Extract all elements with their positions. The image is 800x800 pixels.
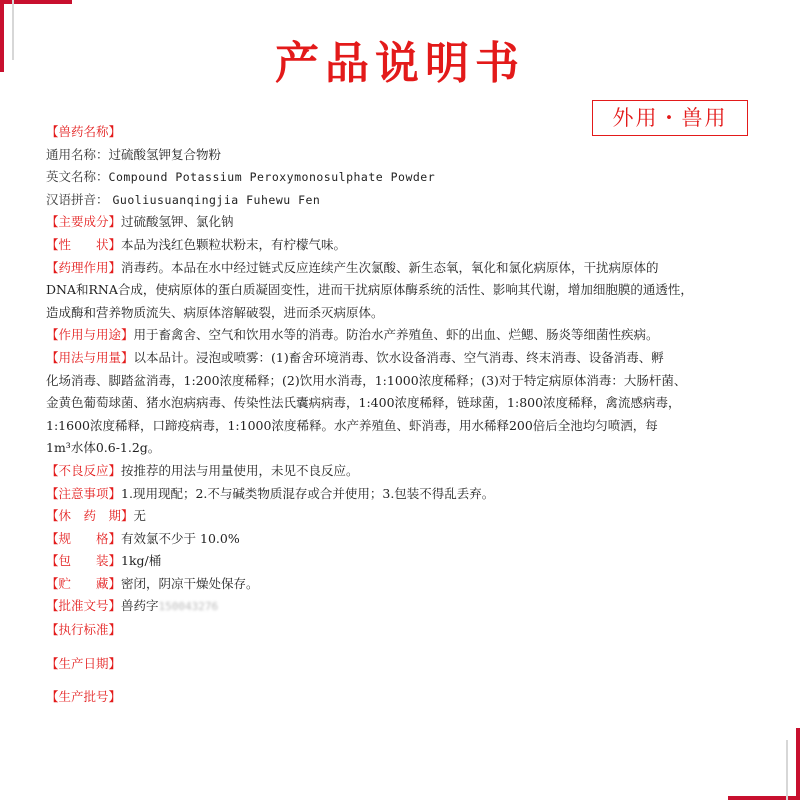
instructions-body	[46, 121, 776, 709]
pinyin-label: 汉语拼音：	[46, 191, 109, 207]
adverse-value: 按推荐的用法与用量使用，未见不良反应。	[121, 462, 359, 478]
english-name-value: Compound Potassium Peroxymonosulphate Powder	[108, 170, 436, 185]
usage-stamp: 外用・兽用	[592, 100, 748, 136]
package-row	[46, 550, 776, 573]
package-label: 【包 装】	[46, 553, 122, 569]
ingredients-label: 【主要成分】	[46, 214, 122, 230]
package-value: 1kg/桶	[121, 553, 162, 569]
production-date-row	[46, 653, 776, 676]
pinyin-row	[46, 189, 776, 212]
indications-label: 【作用与用途】	[46, 327, 134, 343]
corner-bar-bottom-right	[728, 796, 800, 800]
pharmacology-label: 【药理作用】	[46, 259, 122, 275]
pharmacology-row-3	[46, 302, 776, 325]
batch-number-row	[46, 686, 776, 709]
page-title: 产品说明书	[275, 38, 525, 89]
dosage-line: 化场消毒、脚踏盆消毒，1:200浓度稀释；(2)饮用水消毒，1:1000浓度稀释；(3)对于特定病原体消毒：大肠杆菌、	[46, 372, 687, 388]
dosage-line: 1m³水体0.6-1.2g。	[46, 440, 161, 456]
storage-row	[46, 573, 776, 596]
dosage-row-2	[46, 370, 776, 393]
english-name-row	[46, 166, 776, 189]
pharmacology-line: 消毒药。本品在水中经过链式反应连续产生次氯酸、新生态氧，氧化和氯化病原体，干扰病原体的	[121, 259, 659, 275]
generic-name-label: 通用名称：	[46, 146, 109, 162]
dosage-row-3	[46, 392, 776, 415]
storage-label: 【贮 藏】	[46, 575, 122, 591]
drug-name-heading	[46, 121, 776, 144]
dosage-line: 以本品计。浸泡或喷雾：(1)畜舍环境消毒、饮水设备消毒、空气消毒、终末消毒、设备消毒、孵	[133, 349, 664, 365]
pharmacology-line: 造成酶和营养物质流失、病原体溶解破裂，进而杀灭病原体。	[46, 304, 384, 320]
standard-label: 【执行标准】	[46, 622, 122, 638]
ingredients-row	[46, 211, 776, 234]
dosage-row-4	[46, 415, 776, 438]
pinyin-value: Guoliusuanqingjia Fuhewu Fen	[112, 192, 321, 207]
precautions-value: 1.现用现配；2.不与碱类物质混存或合并使用；3.包装不得乱丢弃。	[121, 485, 495, 501]
batch-number-label: 【生产批号】	[46, 689, 122, 705]
approval-value: 兽药字	[121, 598, 159, 614]
drug-name-label: 【兽药名称】	[46, 124, 122, 139]
english-name-label: 英文名称：	[46, 169, 109, 185]
precautions-row	[46, 483, 776, 506]
dosage-row-5	[46, 437, 776, 460]
specification-value: 有效氯不少于 10.0%	[121, 530, 240, 546]
dosage-row	[46, 347, 776, 370]
adverse-label: 【不良反应】	[46, 462, 122, 478]
precautions-label: 【注意事项】	[46, 485, 122, 501]
dosage-line: 1:1600浓度稀释，口蹄疫病毒，1:1000浓度稀释。水产养殖鱼、虾消毒，用水稀释200倍后全池均匀喷洒，每	[46, 417, 658, 433]
withdrawal-label: 【休 药 期】	[46, 508, 134, 524]
withdrawal-value: 无	[133, 508, 147, 524]
pharmacology-row-2	[46, 279, 776, 302]
adverse-row	[46, 460, 776, 483]
standard-row	[46, 619, 776, 642]
indications-row	[46, 324, 776, 347]
approval-row	[46, 595, 776, 619]
corner-bar-right	[796, 728, 800, 800]
specification-row	[46, 528, 776, 551]
approval-label: 【批准文号】	[46, 598, 122, 614]
properties-label: 【性 状】	[46, 236, 122, 252]
properties-row	[46, 234, 776, 257]
dosage-line: 金黄色葡萄球菌、猪水泡病病毒、传染性法氏囊病病毒，1:400浓度稀释，链球菌，1:800浓度稀释，禽流感病毒，	[46, 395, 681, 411]
specification-label: 【规 格】	[46, 530, 122, 546]
approval-number-blurred: 150043276	[158, 600, 219, 614]
generic-name-value: 过硫酸氢钾复合物粉	[108, 146, 222, 162]
withdrawal-row	[46, 505, 776, 528]
pharmacology-row	[46, 257, 776, 280]
grey-line-right	[786, 740, 788, 800]
generic-name-row	[46, 144, 776, 167]
production-date-label: 【生产日期】	[46, 655, 122, 671]
properties-value: 本品为浅红色颗粒状粉末，有柠檬气味。	[121, 236, 347, 252]
indications-value: 用于畜禽舍、空气和饮用水等的消毒。防治水产养殖鱼、虾的出血、烂鳃、肠炎等细菌性疾病。	[133, 327, 659, 343]
storage-value: 密闭，阴凉干燥处保存。	[121, 575, 259, 591]
corner-bar-top-left	[0, 0, 72, 4]
ingredients-value: 过硫酸氢钾、氯化钠	[121, 214, 234, 230]
dosage-label: 【用法与用量】	[46, 349, 134, 365]
pharmacology-line: DNA和RNA合成，使病原体的蛋白质凝固变性，进而干扰病原体酶系统的活性、影响其代谢，增加细胞膜的通透性，	[46, 282, 693, 298]
